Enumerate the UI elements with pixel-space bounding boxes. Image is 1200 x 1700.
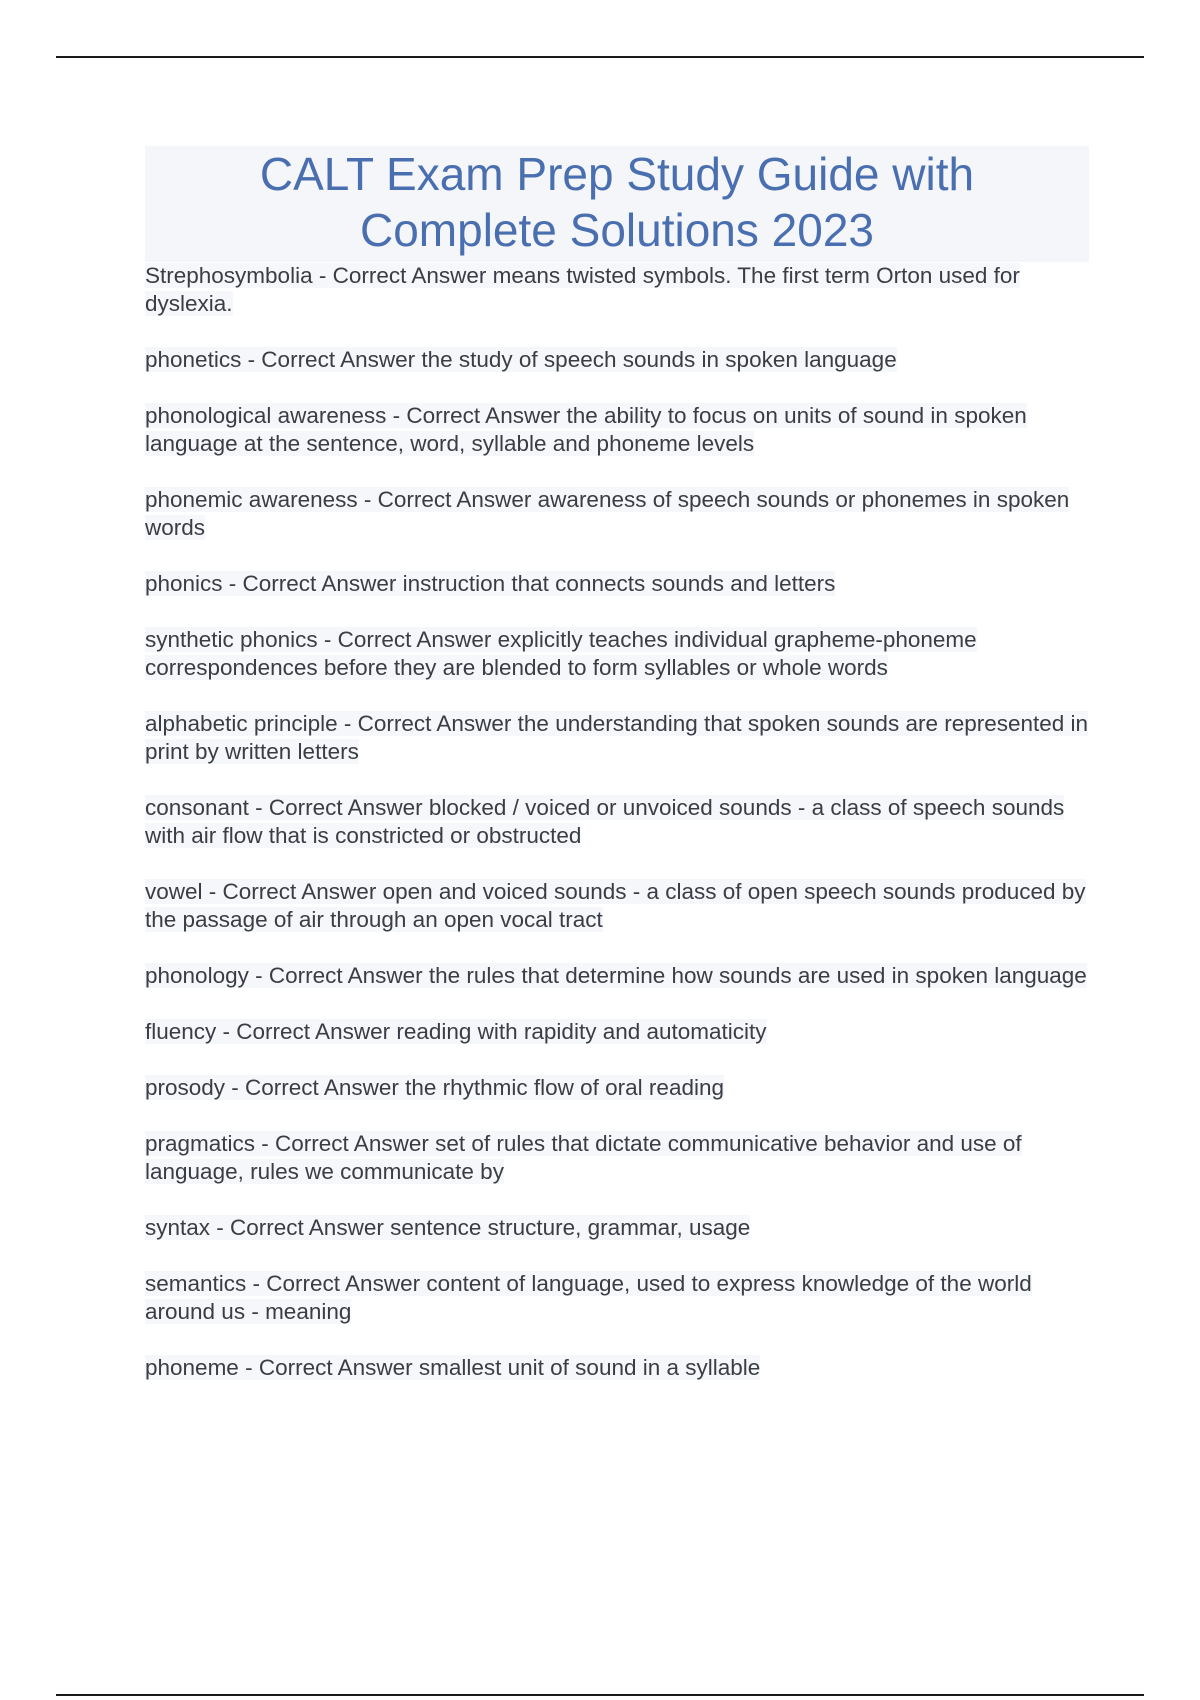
entry-text: vowel - Correct Answer open and voiced sounds - a class of open speech sounds produced by the passage of air through an open vocal tract	[145, 879, 1086, 932]
entry-text: alphabetic principle - Correct Answer the understanding that spoken sounds are represented in print by written letters	[145, 711, 1089, 764]
entry-text: phonological awareness - Correct Answer the ability to focus on units of sound in spoken language at the sentence, word, syllable and phoneme levels	[145, 403, 1027, 456]
title-line-2: Complete Solutions 2023	[360, 204, 874, 256]
entry-text: consonant - Correct Answer blocked / voiced or unvoiced sounds - a class of speech sounds with air flow that is constricted or obstructed	[145, 795, 1065, 848]
term-entry-strephosymbolia	[145, 262, 1089, 318]
top-rule	[56, 56, 1144, 58]
term-entry-phonics	[145, 570, 1089, 598]
term-entry-prosody	[145, 1074, 1089, 1102]
term-entry-phonetics	[145, 346, 1089, 374]
term-entry-pragmatics	[145, 1130, 1089, 1186]
entry-text: syntax - Correct Answer sentence structure, grammar, usage	[145, 1215, 751, 1240]
entry-text: synthetic phonics - Correct Answer explicitly teaches individual grapheme-phoneme correspondences before they are blended to form syllables or whole words	[145, 627, 977, 680]
document-page	[145, 146, 1089, 1382]
term-entry-phoneme	[145, 1354, 1089, 1382]
term-entry-phonology	[145, 962, 1089, 990]
entry-text: phonetics - Correct Answer the study of speech sounds in spoken language	[145, 347, 897, 372]
title-line-1: CALT Exam Prep Study Guide with	[259, 148, 975, 200]
entry-text: phonemic awareness - Correct Answer awareness of speech sounds or phonemes in spoken words	[145, 487, 1070, 540]
term-entry-semantics	[145, 1270, 1089, 1326]
entry-text: pragmatics - Correct Answer set of rules that dictate communicative behavior and use of language, rules we communicate by	[145, 1131, 1022, 1184]
entry-text: fluency - Correct Answer reading with rapidity and automaticity	[145, 1019, 767, 1044]
entry-text: prosody - Correct Answer the rhythmic flow of oral reading	[145, 1075, 724, 1100]
entry-text: semantics - Correct Answer content of language, used to express knowledge of the world around us - meaning	[145, 1271, 1032, 1324]
document-title	[145, 146, 1089, 262]
term-entry-alphabetic-principle	[145, 710, 1089, 766]
term-entry-vowel	[145, 878, 1089, 934]
entry-text: phoneme - Correct Answer smallest unit of sound in a syllable	[145, 1355, 761, 1380]
entry-text: Strephosymbolia - Correct Answer means twisted symbols. The first term Orton used for dyslexia.	[145, 263, 1020, 316]
term-entry-phonemic-awareness	[145, 486, 1089, 542]
term-entry-phonological-awareness	[145, 402, 1089, 458]
bottom-rule	[56, 1694, 1144, 1696]
term-entry-consonant	[145, 794, 1089, 850]
entry-text: phonology - Correct Answer the rules that determine how sounds are used in spoken language	[145, 963, 1087, 988]
entry-text: phonics - Correct Answer instruction that connects sounds and letters	[145, 571, 836, 596]
term-entry-fluency	[145, 1018, 1089, 1046]
term-entry-synthetic-phonics	[145, 626, 1089, 682]
term-entry-syntax	[145, 1214, 1089, 1242]
